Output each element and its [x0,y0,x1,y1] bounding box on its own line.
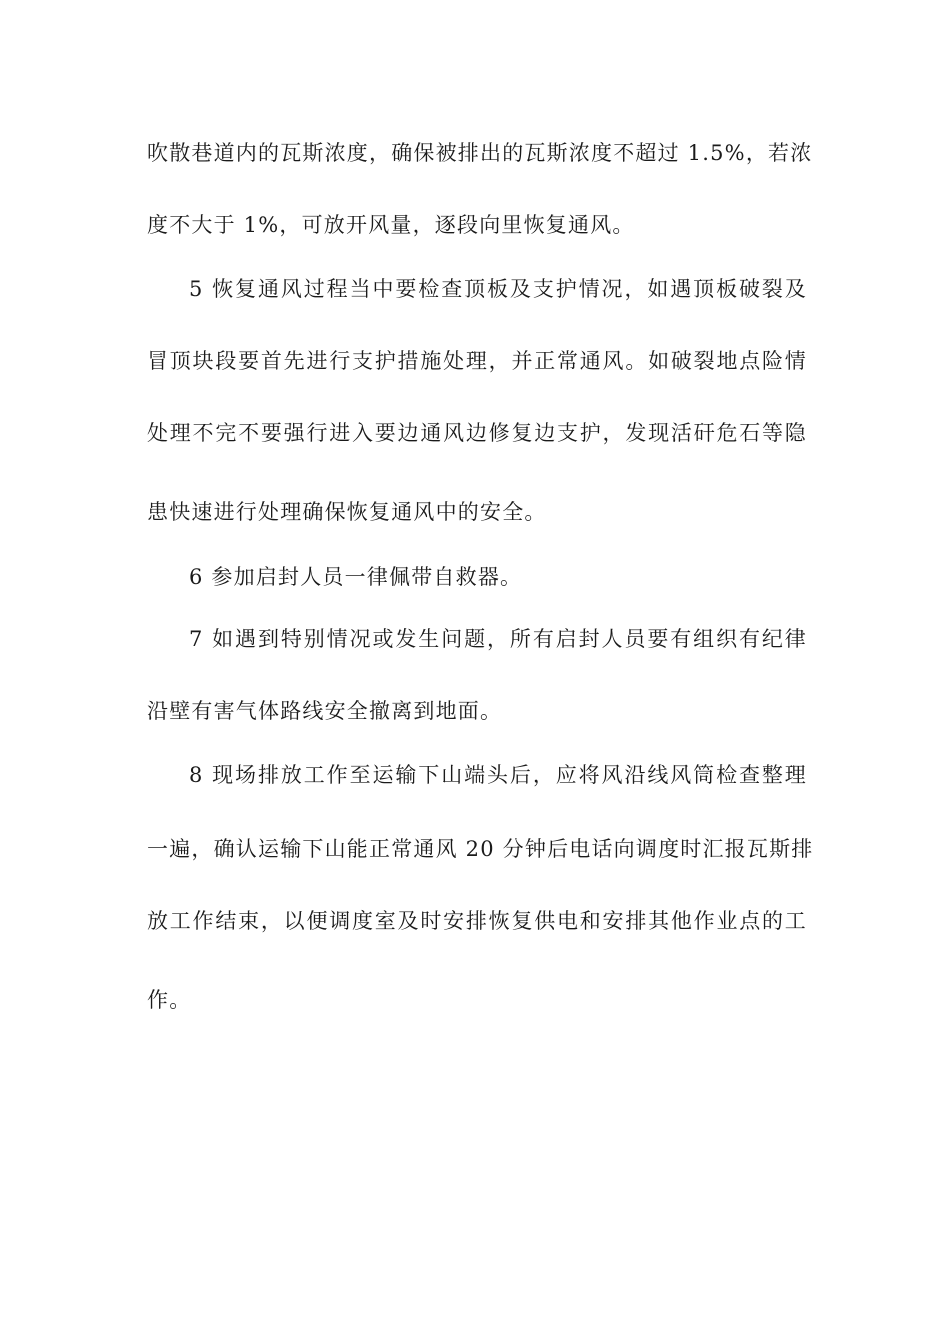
text-line: 度不大于 1%，可放开风量，逐段向里恢复通风。 [147,213,635,237]
text-line: 6 参加启封人员一律佩带自救器。 [189,565,523,589]
text-line: 患快速进行处理确保恢复通风中的安全。 [147,500,547,524]
text-line: 沿壁有害气体路线安全撤离到地面。 [147,699,503,723]
text-line: 处理不完不要强行进入要边通风边修复边支护，发现活矸危石等隐 [147,421,807,445]
text-line: 7 如遇到特别情况或发生问题，所有启封人员要有组织有纪律 [189,627,807,651]
text-line: 冒顶块段要首先进行支护措施处理，并正常通风。如破裂地点险情 [147,349,807,373]
text-line: 作。 [147,988,192,1012]
text-line: 8 现场排放工作至运输下山端头后，应将风沿线风筒检查整理 [189,763,807,787]
text-line: 5 恢复通风过程当中要检查顶板及支护情况，如遇顶板破裂及 [189,277,807,301]
text-line: 吹散巷道内的瓦斯浓度，确保被排出的瓦斯浓度不超过 1.5%，若浓 [147,141,813,165]
text-line: 一遍，确认运输下山能正常通风 20 分钟后电话向调度时汇报瓦斯排 [147,837,814,861]
text-line: 放工作结束，以便调度室及时安排恢复供电和安排其他作业点的工 [147,909,807,933]
